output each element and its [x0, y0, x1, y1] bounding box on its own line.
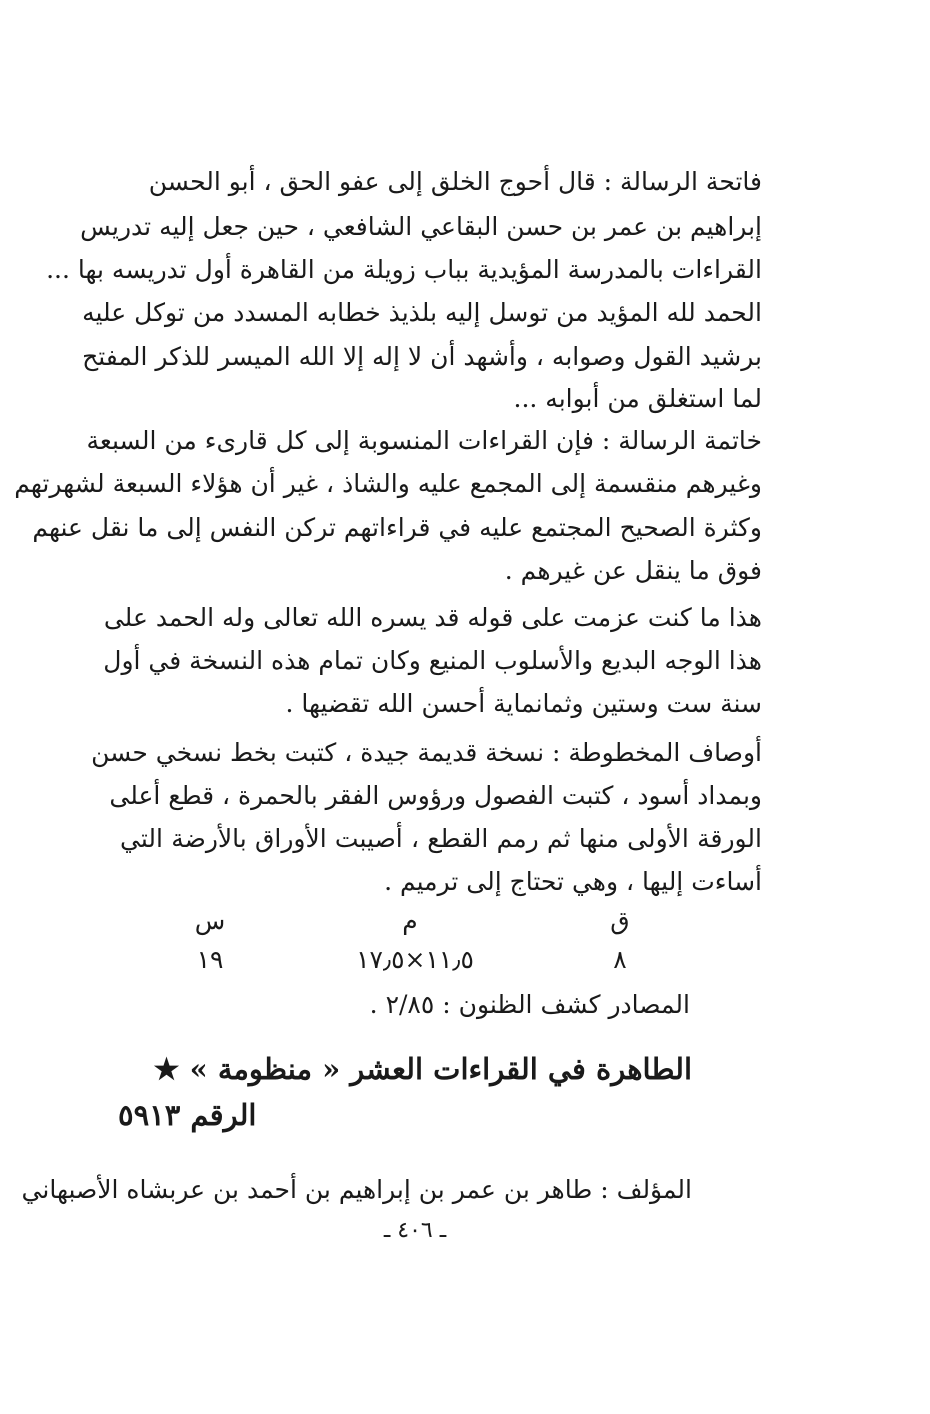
table-header-s: س [194, 906, 226, 935]
table-value-q: ٨ [613, 945, 627, 974]
paragraph-line: الحمد لله المؤيد من توسل إليه بلذيذ خطابه المسدد من توكل عليه [82, 298, 762, 327]
paragraph-line: فوق ما ينقل عن غيرهم . [504, 556, 762, 585]
paragraph-line: أوصاف المخطوطة : نسخة قديمة جيدة ، كتبت بخط نسخي حسن [91, 738, 762, 767]
entry-title: الطاهرة في القراءات العشر « منظومة » ★ [153, 1052, 692, 1086]
paragraph-line: إبراهيم بن عمر بن حسن البقاعي الشافعي ، حين جعل إليه تدريس [80, 212, 762, 241]
paragraph-line: وكثرة الصحيح المجتمع عليه في قراءاتهم تركن النفس إلى ما نقل عنهم [32, 513, 762, 542]
paragraph-line: وبمداد أسود ، كتبت الفصول ورؤوس الفقر بالحمرة ، قطع أعلى [109, 781, 762, 810]
paragraph-line: وغيرهم منقسمة إلى المجمع عليه والشاذ ، غير أن هؤلاء السبعة لشهرتهم [14, 469, 762, 498]
paragraph-line: الورقة الأولى منها ثم رمم القطع ، أصيبت الأوراق بالأرضة التي [120, 824, 762, 853]
paragraph-line: فاتحة الرسالة : قال أحوج الخلق إلى عفو الحق ، أبو الحسن [148, 167, 762, 196]
entry-number: الرقم ٥٩١٣ [118, 1098, 257, 1132]
paragraph-line: لما استغلق من أبوابه ... [513, 384, 762, 413]
table-header-q: ق [610, 906, 630, 935]
page-number: ـ ٤٠٦ ـ [383, 1218, 447, 1243]
sources-line: المصادر كشف الظنون : ٢/٨٥ . [369, 990, 690, 1019]
table-value-s: ١٩ [196, 945, 224, 974]
paragraph-line: سنة ست وستين وثمانماية أحسن الله تقضيها . [285, 689, 762, 718]
paragraph-line: برشيد القول وصوابه ، وأشهد أن لا إله إلا الله الميسر للذكر المفتح [82, 342, 762, 371]
paragraph-line: هذا ما كنت عزمت على قوله قد يسره الله تعالى وله الحمد على [103, 603, 762, 632]
table-value-m: ١١٫٥×١٧٫٥ [356, 945, 474, 974]
paragraph-line: هذا الوجه البديع والأسلوب المنيع وكان تمام هذه النسخة في أول [103, 646, 762, 675]
paragraph-line: أساءت إليها ، وهي تحتاج إلى ترميم . [384, 867, 762, 896]
entry-author: المؤلف : طاهر بن عمر بن إبراهيم بن أحمد بن عربشاه الأصبهاني [21, 1175, 692, 1204]
paragraph-line: القراءات بالمدرسة المؤيدية بباب زويلة من القاهرة أول تدريسه بها ... [46, 255, 762, 284]
paragraph-line: خاتمة الرسالة : فإن القراءات المنسوبة إلى كل قارىء من السبعة [86, 426, 762, 455]
table-header-m: م [402, 906, 418, 935]
